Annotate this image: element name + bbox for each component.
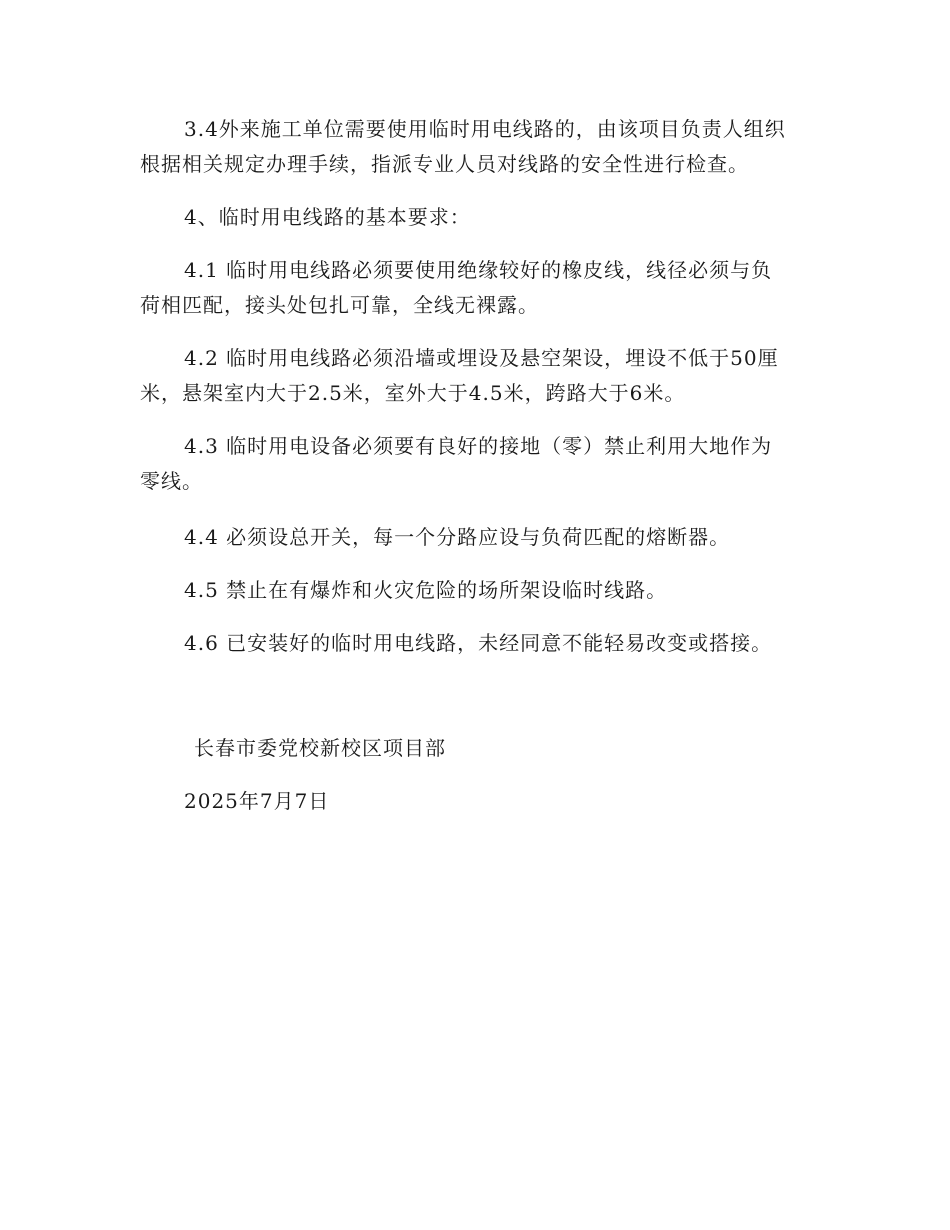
paragraph-4-1-line-1: 4.1 临时用电线路必须要使用绝缘较好的橡皮线，线径必须与负 (184, 258, 773, 282)
paragraph-4-2-line-2: 米，悬架室内大于2.5米，室外大于4.5米，跨路大于6米。 (140, 381, 686, 405)
paragraph-4-4: 4.4 必须设总开关，每一个分路应设与负荷匹配的熔断器。 (184, 525, 731, 549)
paragraph-3-4-line-2: 根据相关规定办理手续，指派专业人员对线路的安全性进行检查。 (140, 152, 749, 176)
section-4-heading: 4、临时用电线路的基本要求： (184, 205, 471, 229)
paragraph-4-2-line-1: 4.2 临时用电线路必须沿墙或埋设及悬空架设，埋设不低于50厘 (184, 346, 779, 370)
paragraph-4-3-line-1: 4.3 临时用电设备必须要有良好的接地（零）禁止利用大地作为 (184, 434, 773, 458)
signature-organization: 长春市委党校新校区项目部 (194, 736, 446, 760)
paragraph-4-6: 4.6 已安装好的临时用电线路，未经同意不能轻易改变或搭接。 (184, 631, 773, 655)
paragraph-4-5: 4.5 禁止在有爆炸和火灾危险的场所架设临时线路。 (184, 578, 668, 602)
paragraph-3-4-line-1: 3.4外来施工单位需要使用临时用电线路的，由该项目负责人组织 (184, 117, 786, 141)
paragraph-4-1-line-2: 荷相匹配，接头处包扎可靠，全线无裸露。 (140, 293, 539, 317)
signature-date: 2025年7月7日 (184, 789, 330, 813)
paragraph-4-3-line-2: 零线。 (140, 469, 203, 493)
